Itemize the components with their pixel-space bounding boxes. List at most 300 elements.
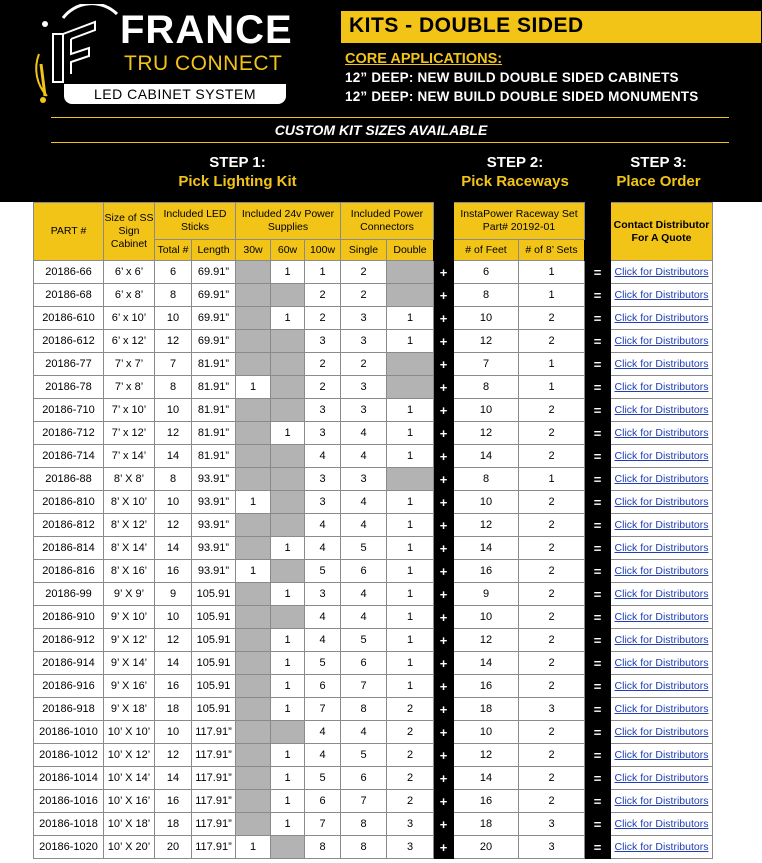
power-60w-cell: 1 bbox=[271, 422, 305, 445]
power-30w-cell: 1 bbox=[236, 376, 271, 399]
table-row bbox=[34, 353, 713, 376]
distributor-link[interactable]: Click for Distributors bbox=[611, 744, 713, 767]
header-spacer bbox=[434, 203, 454, 261]
power-30w-cell bbox=[236, 767, 271, 790]
raceway-feet-cell: 12 bbox=[454, 744, 519, 767]
size-cell: 7’ x 12’ bbox=[104, 422, 155, 445]
raceway-sets-cell: 2 bbox=[519, 583, 585, 606]
led-total-cell: 9 bbox=[155, 583, 192, 606]
power-30w-cell bbox=[236, 721, 271, 744]
part-cell: 20186-912 bbox=[34, 629, 104, 652]
size-cell: 10’ X 12’ bbox=[104, 744, 155, 767]
distributor-link[interactable]: Click for Distributors bbox=[611, 491, 713, 514]
power-100w-cell: 2 bbox=[305, 284, 341, 307]
distributor-link[interactable]: Click for Distributors bbox=[611, 330, 713, 353]
size-cell: 9’ X 12’ bbox=[104, 629, 155, 652]
raceway-sets-cell: 2 bbox=[519, 307, 585, 330]
connector-single-cell: 4 bbox=[341, 491, 387, 514]
connector-single-cell: 6 bbox=[341, 767, 387, 790]
raceway-sets-cell: 2 bbox=[519, 744, 585, 767]
power-30w-cell bbox=[236, 629, 271, 652]
connector-single-cell: 4 bbox=[341, 514, 387, 537]
equals-cell: = bbox=[585, 491, 611, 514]
plus-cell: + bbox=[434, 836, 454, 859]
power-60w-cell bbox=[271, 836, 305, 859]
plus-cell: + bbox=[434, 514, 454, 537]
power-100w-cell: 2 bbox=[305, 353, 341, 376]
equals-cell: = bbox=[585, 537, 611, 560]
distributor-link[interactable]: Click for Distributors bbox=[611, 537, 713, 560]
table-row bbox=[34, 767, 713, 790]
distributor-link[interactable]: Click for Distributors bbox=[611, 376, 713, 399]
raceway-sets-cell: 1 bbox=[519, 284, 585, 307]
table-row bbox=[34, 399, 713, 422]
distributor-link[interactable]: Click for Distributors bbox=[611, 606, 713, 629]
equals-cell: = bbox=[585, 560, 611, 583]
power-60w-cell: 1 bbox=[271, 307, 305, 330]
power-100w-cell: 3 bbox=[305, 422, 341, 445]
power-100w-cell: 6 bbox=[305, 675, 341, 698]
size-cell: 9’ X 16’ bbox=[104, 675, 155, 698]
part-cell: 20186-610 bbox=[34, 307, 104, 330]
led-length-cell: 117.91” bbox=[192, 767, 236, 790]
connector-double-cell: 1 bbox=[387, 629, 434, 652]
raceway-feet-cell: 12 bbox=[454, 514, 519, 537]
led-total-cell: 18 bbox=[155, 813, 192, 836]
connector-single-cell: 3 bbox=[341, 376, 387, 399]
size-cell: 10’ X 16’ bbox=[104, 790, 155, 813]
connector-double-cell: 2 bbox=[387, 721, 434, 744]
header-30w: 30w bbox=[236, 240, 271, 261]
size-cell: 8’ X 12’ bbox=[104, 514, 155, 537]
power-30w-cell bbox=[236, 514, 271, 537]
distributor-link[interactable]: Click for Distributors bbox=[611, 675, 713, 698]
led-total-cell: 10 bbox=[155, 721, 192, 744]
plus-cell: + bbox=[434, 675, 454, 698]
power-100w-cell: 6 bbox=[305, 790, 341, 813]
table-row bbox=[34, 284, 713, 307]
power-100w-cell: 5 bbox=[305, 652, 341, 675]
led-total-cell: 10 bbox=[155, 399, 192, 422]
table-row bbox=[34, 514, 713, 537]
distributor-link[interactable]: Click for Distributors bbox=[611, 560, 713, 583]
size-cell: 9’ X 14’ bbox=[104, 652, 155, 675]
distributor-link[interactable]: Click for Distributors bbox=[611, 721, 713, 744]
power-30w-cell bbox=[236, 353, 271, 376]
power-100w-cell: 1 bbox=[305, 261, 341, 284]
distributor-link[interactable]: Click for Distributors bbox=[611, 261, 713, 284]
size-cell: 7’ x 10’ bbox=[104, 399, 155, 422]
led-length-cell: 105.91 bbox=[192, 652, 236, 675]
table-row bbox=[34, 261, 713, 284]
connector-double-cell: 2 bbox=[387, 767, 434, 790]
equals-cell: = bbox=[585, 353, 611, 376]
distributor-link[interactable]: Click for Distributors bbox=[611, 307, 713, 330]
step-subtitle: Pick Lighting Kit bbox=[178, 173, 297, 190]
distributor-link[interactable]: Click for Distributors bbox=[611, 445, 713, 468]
step-2 bbox=[440, 153, 590, 191]
header-spacer bbox=[585, 203, 611, 261]
led-total-cell: 14 bbox=[155, 652, 192, 675]
plus-cell: + bbox=[434, 468, 454, 491]
power-60w-cell bbox=[271, 376, 305, 399]
size-cell: 9’ X 18’ bbox=[104, 698, 155, 721]
connector-double-cell: 1 bbox=[387, 307, 434, 330]
connector-double-cell: 3 bbox=[387, 836, 434, 859]
raceway-sets-cell: 1 bbox=[519, 376, 585, 399]
plus-cell: + bbox=[434, 744, 454, 767]
power-60w-cell: 1 bbox=[271, 537, 305, 560]
power-60w-cell bbox=[271, 514, 305, 537]
connector-single-cell: 4 bbox=[341, 721, 387, 744]
equals-cell: = bbox=[585, 422, 611, 445]
connector-single-cell: 6 bbox=[341, 652, 387, 675]
raceway-feet-cell: 18 bbox=[454, 813, 519, 836]
led-length-cell: 93.91” bbox=[192, 560, 236, 583]
raceway-sets-cell: 2 bbox=[519, 399, 585, 422]
connector-double-cell: 1 bbox=[387, 560, 434, 583]
divider bbox=[51, 117, 729, 118]
part-cell: 20186-66 bbox=[34, 261, 104, 284]
part-cell: 20186-99 bbox=[34, 583, 104, 606]
led-total-cell: 10 bbox=[155, 606, 192, 629]
power-100w-cell: 3 bbox=[305, 583, 341, 606]
distributor-link[interactable]: Click for Distributors bbox=[611, 652, 713, 675]
raceway-feet-cell: 20 bbox=[454, 836, 519, 859]
table-row bbox=[34, 307, 713, 330]
size-cell: 10’ X 14’ bbox=[104, 767, 155, 790]
raceway-feet-cell: 16 bbox=[454, 675, 519, 698]
equals-cell: = bbox=[585, 629, 611, 652]
power-30w-cell bbox=[236, 790, 271, 813]
plus-cell: + bbox=[434, 330, 454, 353]
led-length-cell: 81.91” bbox=[192, 422, 236, 445]
distributor-link[interactable]: Click for Distributors bbox=[611, 698, 713, 721]
connector-double-cell: 1 bbox=[387, 445, 434, 468]
equals-cell: = bbox=[585, 445, 611, 468]
custom-sizes-banner: CUSTOM KIT SIZES AVAILABLE bbox=[274, 122, 488, 138]
power-100w-cell: 4 bbox=[305, 629, 341, 652]
power-60w-cell bbox=[271, 468, 305, 491]
distributor-link[interactable]: Click for Distributors bbox=[611, 836, 713, 859]
power-100w-cell: 5 bbox=[305, 767, 341, 790]
raceway-sets-cell: 2 bbox=[519, 491, 585, 514]
header-double: Double bbox=[387, 240, 434, 261]
distributor-link[interactable]: Click for Distributors bbox=[611, 422, 713, 445]
connector-single-cell: 8 bbox=[341, 836, 387, 859]
led-length-cell: 117.91” bbox=[192, 790, 236, 813]
connector-single-cell: 3 bbox=[341, 330, 387, 353]
step-1 bbox=[140, 153, 335, 191]
part-cell: 20186-1014 bbox=[34, 767, 104, 790]
distributor-link[interactable]: Click for Distributors bbox=[611, 353, 713, 376]
power-60w-cell: 1 bbox=[271, 583, 305, 606]
led-length-cell: 105.91 bbox=[192, 629, 236, 652]
table-row bbox=[34, 629, 713, 652]
plus-cell: + bbox=[434, 284, 454, 307]
size-cell: 6’ x 6’ bbox=[104, 261, 155, 284]
led-total-cell: 18 bbox=[155, 698, 192, 721]
connector-single-cell: 8 bbox=[341, 813, 387, 836]
header-raceway-set: InstaPower Raceway Set Part# 20192-01 bbox=[454, 203, 585, 240]
header-single: Single bbox=[341, 240, 387, 261]
led-total-cell: 8 bbox=[155, 284, 192, 307]
size-cell: 10’ X 10’ bbox=[104, 721, 155, 744]
led-length-cell: 69.91” bbox=[192, 261, 236, 284]
led-total-cell: 16 bbox=[155, 675, 192, 698]
size-cell: 7’ x 14’ bbox=[104, 445, 155, 468]
power-30w-cell bbox=[236, 399, 271, 422]
part-cell: 20186-77 bbox=[34, 353, 104, 376]
power-30w-cell bbox=[236, 468, 271, 491]
connector-double-cell bbox=[387, 468, 434, 491]
raceway-sets-cell: 2 bbox=[519, 675, 585, 698]
part-cell: 20186-916 bbox=[34, 675, 104, 698]
power-100w-cell: 7 bbox=[305, 698, 341, 721]
brand-subtitle: TRU CONNECT bbox=[124, 52, 283, 75]
connector-single-cell: 4 bbox=[341, 606, 387, 629]
connector-double-cell: 1 bbox=[387, 422, 434, 445]
equals-cell: = bbox=[585, 813, 611, 836]
led-total-cell: 12 bbox=[155, 744, 192, 767]
led-total-cell: 12 bbox=[155, 514, 192, 537]
power-60w-cell: 1 bbox=[271, 744, 305, 767]
power-60w-cell bbox=[271, 606, 305, 629]
table-row bbox=[34, 422, 713, 445]
part-cell: 20186-918 bbox=[34, 698, 104, 721]
led-total-cell: 16 bbox=[155, 790, 192, 813]
distributor-link[interactable]: Click for Distributors bbox=[611, 629, 713, 652]
connector-double-cell bbox=[387, 284, 434, 307]
connector-single-cell: 5 bbox=[341, 537, 387, 560]
header-size: Size of SS Sign Cabinet bbox=[104, 203, 155, 261]
power-30w-cell bbox=[236, 744, 271, 767]
size-cell: 8’ X 14’ bbox=[104, 537, 155, 560]
connector-double-cell bbox=[387, 353, 434, 376]
equals-cell: = bbox=[585, 698, 611, 721]
connector-double-cell bbox=[387, 376, 434, 399]
step-3 bbox=[600, 153, 717, 191]
power-100w-cell: 4 bbox=[305, 721, 341, 744]
power-60w-cell: 1 bbox=[271, 261, 305, 284]
header-total: Total # bbox=[155, 240, 192, 261]
divider bbox=[51, 142, 729, 143]
header-feet: # of Feet bbox=[454, 240, 519, 261]
power-60w-cell: 1 bbox=[271, 652, 305, 675]
equals-cell: = bbox=[585, 284, 611, 307]
distributor-link[interactable]: Click for Distributors bbox=[611, 767, 713, 790]
part-cell: 20186-78 bbox=[34, 376, 104, 399]
equals-cell: = bbox=[585, 652, 611, 675]
plus-cell: + bbox=[434, 583, 454, 606]
step-subtitle: Pick Raceways bbox=[461, 173, 569, 190]
connector-double-cell: 3 bbox=[387, 813, 434, 836]
connector-double-cell: 1 bbox=[387, 606, 434, 629]
power-100w-cell: 4 bbox=[305, 445, 341, 468]
led-total-cell: 12 bbox=[155, 629, 192, 652]
raceway-feet-cell: 14 bbox=[454, 445, 519, 468]
power-30w-cell: 1 bbox=[236, 560, 271, 583]
header-led-sticks: Included LED Sticks bbox=[155, 203, 236, 240]
table-row bbox=[34, 376, 713, 399]
connector-double-cell: 2 bbox=[387, 698, 434, 721]
table-row bbox=[34, 790, 713, 813]
distributor-link[interactable]: Click for Distributors bbox=[611, 790, 713, 813]
table-row bbox=[34, 330, 713, 353]
power-100w-cell: 8 bbox=[305, 836, 341, 859]
equals-cell: = bbox=[585, 399, 611, 422]
connector-single-cell: 4 bbox=[341, 445, 387, 468]
distributor-link[interactable]: Click for Distributors bbox=[611, 583, 713, 606]
led-length-cell: 105.91 bbox=[192, 606, 236, 629]
connector-single-cell: 5 bbox=[341, 744, 387, 767]
power-60w-cell bbox=[271, 721, 305, 744]
connector-single-cell: 3 bbox=[341, 399, 387, 422]
power-60w-cell: 1 bbox=[271, 698, 305, 721]
led-total-cell: 7 bbox=[155, 353, 192, 376]
led-length-cell: 117.91” bbox=[192, 813, 236, 836]
connector-single-cell: 2 bbox=[341, 284, 387, 307]
raceway-feet-cell: 16 bbox=[454, 790, 519, 813]
connector-single-cell: 6 bbox=[341, 560, 387, 583]
distributor-link[interactable]: Click for Distributors bbox=[611, 813, 713, 836]
power-30w-cell bbox=[236, 261, 271, 284]
led-total-cell: 16 bbox=[155, 560, 192, 583]
connector-double-cell bbox=[387, 261, 434, 284]
power-30w-cell bbox=[236, 445, 271, 468]
plus-cell: + bbox=[434, 491, 454, 514]
plus-cell: + bbox=[434, 560, 454, 583]
raceway-sets-cell: 2 bbox=[519, 330, 585, 353]
raceway-sets-cell: 2 bbox=[519, 514, 585, 537]
equals-cell: = bbox=[585, 606, 611, 629]
connector-single-cell: 2 bbox=[341, 261, 387, 284]
raceway-sets-cell: 3 bbox=[519, 836, 585, 859]
raceway-feet-cell: 10 bbox=[454, 399, 519, 422]
table-row bbox=[34, 606, 713, 629]
size-cell: 8’ X 16’ bbox=[104, 560, 155, 583]
power-100w-cell: 4 bbox=[305, 537, 341, 560]
page-title: KITS - DOUBLE SIDED bbox=[349, 14, 584, 37]
plus-cell: + bbox=[434, 537, 454, 560]
step-title: STEP 3: bbox=[630, 154, 687, 171]
plus-cell: + bbox=[434, 790, 454, 813]
led-length-cell: 69.91” bbox=[192, 330, 236, 353]
led-length-cell: 69.91” bbox=[192, 307, 236, 330]
size-cell: 10’ X 20’ bbox=[104, 836, 155, 859]
led-length-cell: 93.91” bbox=[192, 468, 236, 491]
led-total-cell: 14 bbox=[155, 767, 192, 790]
equals-cell: = bbox=[585, 675, 611, 698]
part-cell: 20186-712 bbox=[34, 422, 104, 445]
power-60w-cell bbox=[271, 353, 305, 376]
part-cell: 20186-1012 bbox=[34, 744, 104, 767]
plus-cell: + bbox=[434, 652, 454, 675]
power-30w-cell bbox=[236, 284, 271, 307]
core-applications-heading: CORE APPLICATIONS: bbox=[345, 51, 503, 67]
led-length-cell: 105.91 bbox=[192, 698, 236, 721]
part-cell: 20186-812 bbox=[34, 514, 104, 537]
connector-double-cell: 2 bbox=[387, 790, 434, 813]
raceway-feet-cell: 10 bbox=[454, 606, 519, 629]
power-30w-cell bbox=[236, 652, 271, 675]
connector-single-cell: 4 bbox=[341, 422, 387, 445]
size-cell: 7’ x 8’ bbox=[104, 376, 155, 399]
header-power-supplies: Included 24v Power Supplies bbox=[236, 203, 341, 240]
connector-double-cell: 2 bbox=[387, 744, 434, 767]
distributor-link[interactable]: Click for Distributors bbox=[611, 468, 713, 491]
step-subtitle: Place Order bbox=[616, 173, 701, 190]
connector-double-cell: 1 bbox=[387, 583, 434, 606]
distributor-link[interactable]: Click for Distributors bbox=[611, 284, 713, 307]
step-title: STEP 1: bbox=[209, 154, 266, 171]
plus-cell: + bbox=[434, 813, 454, 836]
led-total-cell: 14 bbox=[155, 445, 192, 468]
raceway-feet-cell: 14 bbox=[454, 767, 519, 790]
header bbox=[0, 0, 762, 202]
power-60w-cell bbox=[271, 330, 305, 353]
distributor-link[interactable]: Click for Distributors bbox=[611, 514, 713, 537]
plus-cell: + bbox=[434, 353, 454, 376]
raceway-feet-cell: 12 bbox=[454, 330, 519, 353]
power-30w-cell bbox=[236, 330, 271, 353]
connector-double-cell: 1 bbox=[387, 652, 434, 675]
power-100w-cell: 7 bbox=[305, 813, 341, 836]
power-30w-cell: 1 bbox=[236, 491, 271, 514]
led-length-cell: 69.91” bbox=[192, 284, 236, 307]
led-length-cell: 93.91” bbox=[192, 514, 236, 537]
plus-cell: + bbox=[434, 629, 454, 652]
raceway-feet-cell: 6 bbox=[454, 261, 519, 284]
raceway-feet-cell: 10 bbox=[454, 491, 519, 514]
equals-cell: = bbox=[585, 468, 611, 491]
part-cell: 20186-914 bbox=[34, 652, 104, 675]
size-cell: 9’ X 10’ bbox=[104, 606, 155, 629]
table-row bbox=[34, 445, 713, 468]
power-30w-cell bbox=[236, 307, 271, 330]
distributor-link[interactable]: Click for Distributors bbox=[611, 399, 713, 422]
equals-cell: = bbox=[585, 583, 611, 606]
led-length-cell: 117.91” bbox=[192, 744, 236, 767]
equals-cell: = bbox=[585, 744, 611, 767]
brand-name: FRANCE bbox=[120, 8, 293, 52]
part-cell: 20186-810 bbox=[34, 491, 104, 514]
power-100w-cell: 4 bbox=[305, 744, 341, 767]
power-60w-cell: 1 bbox=[271, 629, 305, 652]
power-60w-cell bbox=[271, 491, 305, 514]
power-60w-cell bbox=[271, 399, 305, 422]
power-30w-cell: 1 bbox=[236, 836, 271, 859]
plus-cell: + bbox=[434, 261, 454, 284]
part-cell: 20186-814 bbox=[34, 537, 104, 560]
size-cell: 8’ X 8’ bbox=[104, 468, 155, 491]
power-30w-cell bbox=[236, 813, 271, 836]
led-length-cell: 93.91” bbox=[192, 491, 236, 514]
led-total-cell: 6 bbox=[155, 261, 192, 284]
led-length-cell: 81.91” bbox=[192, 445, 236, 468]
raceway-feet-cell: 8 bbox=[454, 468, 519, 491]
table-row bbox=[34, 836, 713, 859]
plus-cell: + bbox=[434, 399, 454, 422]
power-60w-cell: 1 bbox=[271, 813, 305, 836]
plus-cell: + bbox=[434, 422, 454, 445]
led-length-cell: 81.91” bbox=[192, 399, 236, 422]
power-60w-cell: 1 bbox=[271, 675, 305, 698]
table-row bbox=[34, 468, 713, 491]
part-cell: 20186-1018 bbox=[34, 813, 104, 836]
power-100w-cell: 2 bbox=[305, 307, 341, 330]
step-title: STEP 2: bbox=[486, 154, 544, 171]
